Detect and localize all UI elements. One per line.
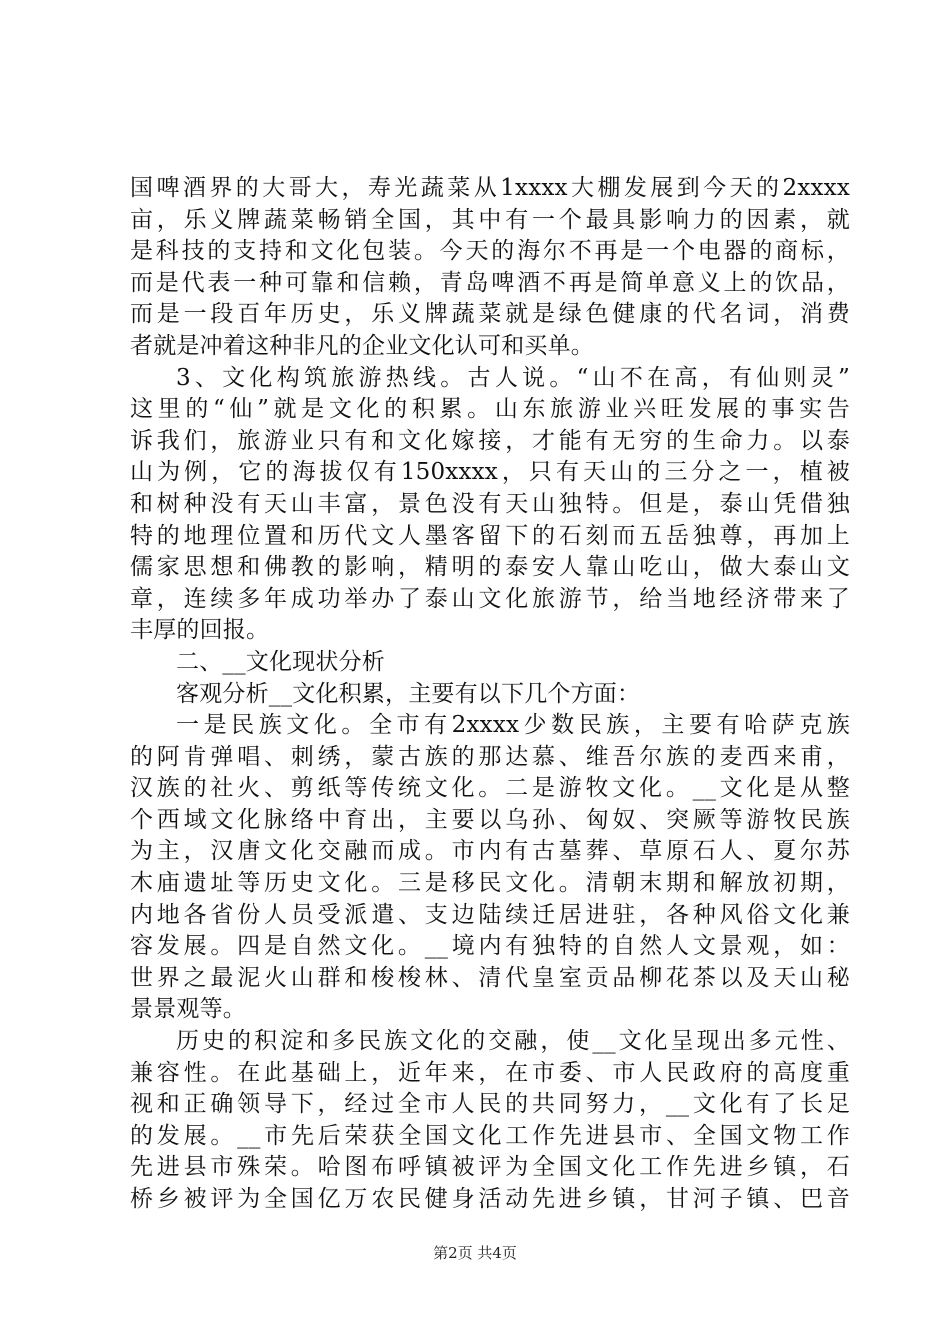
text-line: 丰厚的回报。 xyxy=(130,617,270,644)
text-line: 的发展。__市先后荣获全国文化工作先进县市、全国文物工作 xyxy=(130,1122,850,1149)
text-line: 一是民族文化。全市有2xxxx少数民族，主要有哈萨克族 xyxy=(176,712,850,739)
text-line: 历史的积淀和多民族文化的交融，使__文化呈现出多元性、 xyxy=(176,1028,850,1055)
text-line: 而是一段百年历史，乐义牌蔬菜就是绿色健康的代名词，消费 xyxy=(130,301,850,328)
text-line: 为主，汉唐文化交融而成。市内有古墓葬、草原石人、夏尔苏 xyxy=(130,838,850,865)
text-line: 视和正确领导下，经过全市人民的共同努力，__文化有了长足 xyxy=(130,1091,850,1118)
text-line: 个西域文化脉络中育出，主要以乌孙、匈奴、突厥等游牧民族 xyxy=(130,806,850,833)
text-line: 景景观等。 xyxy=(130,996,246,1023)
text-line: 者就是冲着这种非凡的企业文化认可和买单。 xyxy=(130,332,594,359)
text-line: 世界之最泥火山群和梭梭林、清代皇室贡品柳花茶以及天山秘 xyxy=(130,964,850,991)
body-text xyxy=(130,173,850,1216)
text-line: 先进县市殊荣。哈图布呼镇被评为全国文化工作先进乡镇，石 xyxy=(130,1154,850,1181)
text-line: 诉我们，旅游业只有和文化嫁接，才能有无穷的生命力。以泰 xyxy=(130,427,850,454)
text-line: 亩，乐义牌蔬菜畅销全国，其中有一个最具影响力的因素，就 xyxy=(130,206,850,233)
text-line: 和树种没有天山丰富，景色没有天山独特。但是，泰山凭借独 xyxy=(130,490,850,517)
text-line: 这里的“仙”就是文化的积累。山东旅游业兴旺发展的事实告 xyxy=(130,396,850,423)
text-line: 儒家思想和佛教的影响，精明的泰安人靠山吃山，做大泰山文 xyxy=(130,554,850,581)
text-line: 桥乡被评为全国亿万农民健身活动先进乡镇，甘河子镇、巴音 xyxy=(130,1186,850,1212)
text-line: 木庙遗址等历史文化。三是移民文化。清朝末期和解放初期， xyxy=(130,870,850,897)
text-line: 客观分析__文化积累，主要有以下几个方面： xyxy=(176,680,641,707)
page-footer: 第2页 共4页 xyxy=(433,1244,517,1262)
text-line: 特的地理位置和历代文人墨客留下的石刻而五岳独尊，再加上 xyxy=(130,522,850,549)
text-line: 3、文化构筑旅游热线。古人说。“山不在高，有仙则灵” xyxy=(176,364,850,391)
text-line: 兼容性。在此基础上，近年来，在市委、市人民政府的高度重 xyxy=(130,1059,850,1086)
text-line: 山为例，它的海拔仅有150xxxx，只有天山的三分之一，植被 xyxy=(130,459,850,486)
text-line: 国啤酒界的大哥大，寿光蔬菜从1xxxx大棚发展到今天的2xxxx xyxy=(130,175,850,201)
text-line: 而是代表一种可靠和信赖，青岛啤酒不再是简单意义上的饮品， xyxy=(130,269,850,296)
text-line: 是科技的支持和文化包装。今天的海尔不再是一个电器的商标， xyxy=(130,238,850,265)
text-line: 的阿肯弹唱、刺绣，蒙古族的那达慕、维吾尔族的麦西来甫， xyxy=(130,743,850,770)
text-line: 容发展。四是自然文化。__境内有独特的自然人文景观，如： xyxy=(130,933,850,960)
text-line: 章，连续多年成功举办了泰山文化旅游节，给当地经济带来了 xyxy=(130,585,850,612)
section-heading: 二、__文化现状分析 xyxy=(176,648,385,675)
text-line: 内地各省份人员受派遣、支边陆续迁居进驻，各种风俗文化兼 xyxy=(130,901,850,928)
text-line: 汉族的社火、剪纸等传统文化。二是游牧文化。__文化是从整 xyxy=(130,775,850,802)
